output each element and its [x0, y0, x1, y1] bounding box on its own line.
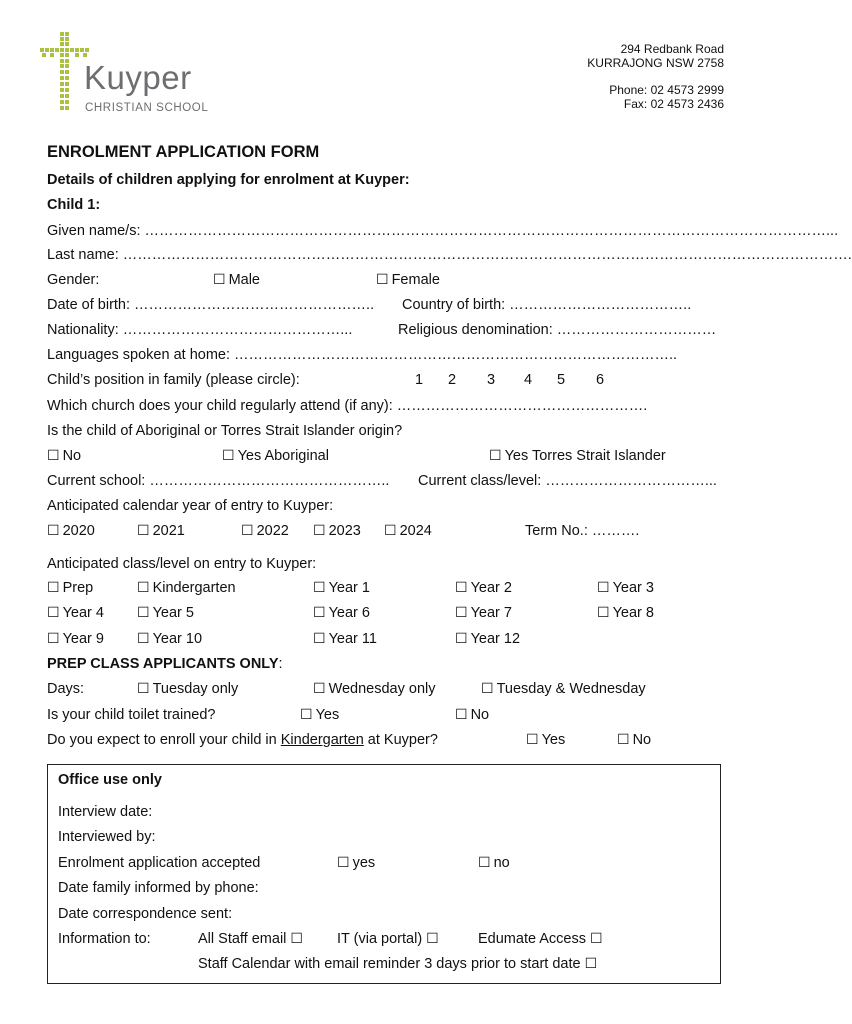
entry-year-label: Anticipated calendar year of entry to Kuyper: — [47, 498, 334, 514]
year-option-checkbox[interactable]: ☐ 2023 — [313, 522, 361, 540]
address-line-1: 294 Redbank Road — [620, 42, 724, 56]
cross-logo-icon — [38, 30, 90, 114]
level-checkbox[interactable]: ☐ Kindergarten — [137, 579, 236, 597]
all-staff-email-checkbox[interactable]: All Staff email ☐ — [198, 930, 303, 948]
office-use-box — [47, 764, 721, 984]
prep-heading-colon: : — [278, 656, 283, 672]
edumate-access-checkbox[interactable]: Edumate Access ☐ — [478, 930, 603, 948]
address-block — [587, 42, 724, 111]
correspondence-field[interactable]: Date correspondence sent: — [58, 906, 233, 922]
information-to-label: Information to: — [58, 931, 151, 947]
form-title: ENROLMENT APPLICATION FORM — [47, 143, 320, 161]
aboriginal-no-checkbox[interactable]: ☐ No — [47, 447, 81, 465]
accepted-label: Enrolment application accepted — [58, 855, 261, 871]
church-field[interactable]: Which church does your child regularly attend (if any): ……………………………………………. — [47, 398, 648, 414]
level-checkbox[interactable]: ☐ Year 3 — [597, 579, 654, 597]
school-logo — [38, 30, 228, 116]
year-option-checkbox[interactable]: ☐ 2022 — [241, 522, 289, 540]
position-label: Child’s position in family (please circle): — [47, 372, 300, 388]
toilet-question: Is your child toilet trained? — [47, 707, 216, 723]
toilet-yes-checkbox[interactable]: ☐ Yes — [300, 706, 339, 724]
interviewed-by-field[interactable]: Interviewed by: — [58, 829, 156, 845]
school-subtitle: CHRISTIAN SCHOOL — [85, 102, 209, 114]
kindergarten-question — [47, 731, 438, 749]
year-option-checkbox[interactable]: ☐ 2021 — [137, 522, 185, 540]
languages-field[interactable]: Languages spoken at home: ……………………………………………………………………………….. — [47, 347, 678, 363]
position-option[interactable]: 4 — [524, 372, 533, 388]
level-checkbox[interactable]: ☐ Prep — [47, 579, 93, 597]
level-checkbox[interactable]: ☐ Year 5 — [137, 604, 194, 622]
address-line-2: KURRAJONG NSW 2758 — [587, 56, 724, 70]
level-checkbox[interactable]: ☐ Year 6 — [313, 604, 370, 622]
religious-denomination-field[interactable]: Religious denomination: …………………………… — [398, 322, 717, 338]
aboriginal-question: Is the child of Aboriginal or Torres Strait Islander origin? — [47, 423, 403, 439]
last-name-field[interactable]: Last name: ……………………………………………………………………………………………………………………………………. — [47, 247, 852, 263]
given-names-field[interactable]: Given name/s: ……………………………………………………………………………………………………………………………... — [47, 223, 839, 239]
position-option[interactable]: 1 — [415, 372, 424, 388]
current-school-field[interactable]: Current school: ………………………………………….. — [47, 473, 390, 489]
kinder-q-post: at Kuyper? — [363, 732, 438, 748]
level-checkbox[interactable]: ☐ Year 1 — [313, 579, 370, 597]
level-checkbox[interactable]: ☐ Year 4 — [47, 604, 104, 622]
torres-strait-checkbox[interactable]: ☐ Yes Torres Strait Islander — [489, 447, 666, 465]
position-option[interactable]: 5 — [557, 372, 566, 388]
school-name: Kuyper — [84, 59, 192, 96]
position-option[interactable]: 2 — [448, 372, 457, 388]
entry-class-label: Anticipated class/level on entry to Kuyper: — [47, 556, 317, 572]
level-checkbox[interactable]: ☐ Year 7 — [455, 604, 512, 622]
it-portal-checkbox[interactable]: IT (via portal) ☐ — [337, 930, 439, 948]
kinder-no-checkbox[interactable]: ☐ No — [617, 731, 651, 749]
current-class-field[interactable]: Current class/level: ……………………………... — [418, 473, 717, 489]
level-checkbox[interactable]: ☐ Year 2 — [455, 579, 512, 597]
term-no-field[interactable]: Term No.: ………. — [525, 523, 640, 539]
prep-heading-text: PREP CLASS APPLICANTS ONLY — [47, 656, 279, 672]
prep-heading — [47, 655, 283, 673]
staff-calendar-checkbox[interactable]: Staff Calendar with email reminder 3 days prior to start date ☐ — [198, 955, 597, 973]
days-wednesday-checkbox[interactable]: ☐ Wednesday only — [313, 680, 436, 698]
nationality-field[interactable]: Nationality: ………………………………………... — [47, 322, 353, 338]
family-informed-field[interactable]: Date family informed by phone: — [58, 880, 259, 896]
child-label: Child 1: — [47, 197, 101, 213]
days-tuesday-checkbox[interactable]: ☐ Tuesday only — [137, 680, 238, 698]
gender-male-checkbox[interactable]: ☐ Male — [213, 271, 260, 289]
accepted-yes-checkbox[interactable]: ☐ yes — [337, 854, 375, 872]
position-option[interactable]: 3 — [487, 372, 496, 388]
office-title: Office use only — [58, 772, 162, 788]
kinder-q-pre: Do you expect to enroll your child in — [47, 732, 281, 748]
level-checkbox[interactable]: ☐ Year 9 — [47, 630, 104, 648]
year-option-checkbox[interactable]: ☐ 2020 — [47, 522, 95, 540]
year-option-checkbox[interactable]: ☐ 2024 — [384, 522, 432, 540]
form-subtitle: Details of children applying for enrolment at Kuyper: — [47, 172, 410, 188]
dob-field[interactable]: Date of birth: ………………………………………….. — [47, 297, 375, 313]
level-checkbox[interactable]: ☐ Year 11 — [313, 630, 377, 648]
days-label: Days: — [47, 681, 85, 697]
level-checkbox[interactable]: ☐ Year 12 — [455, 630, 520, 648]
accepted-no-checkbox[interactable]: ☐ no — [478, 854, 510, 872]
level-checkbox[interactable]: ☐ Year 10 — [137, 630, 202, 648]
level-checkbox[interactable]: ☐ Year 8 — [597, 604, 654, 622]
country-of-birth-field[interactable]: Country of birth: ……………………………….. — [402, 297, 692, 313]
toilet-no-checkbox[interactable]: ☐ No — [455, 706, 489, 724]
interview-date-field[interactable]: Interview date: — [58, 804, 153, 820]
kinder-yes-checkbox[interactable]: ☐ Yes — [526, 731, 565, 749]
phone-number: Phone: 02 4573 2999 — [609, 83, 724, 97]
aboriginal-yes-checkbox[interactable]: ☐ Yes Aboriginal — [222, 447, 329, 465]
fax-number: Fax: 02 4573 2436 — [623, 97, 724, 111]
days-both-checkbox[interactable]: ☐ Tuesday & Wednesday — [481, 680, 646, 698]
gender-female-checkbox[interactable]: ☐ Female — [376, 271, 440, 289]
position-option[interactable]: 6 — [596, 372, 605, 388]
gender-label: Gender: — [47, 272, 100, 288]
kinder-q-underlined: Kindergarten — [280, 732, 364, 748]
